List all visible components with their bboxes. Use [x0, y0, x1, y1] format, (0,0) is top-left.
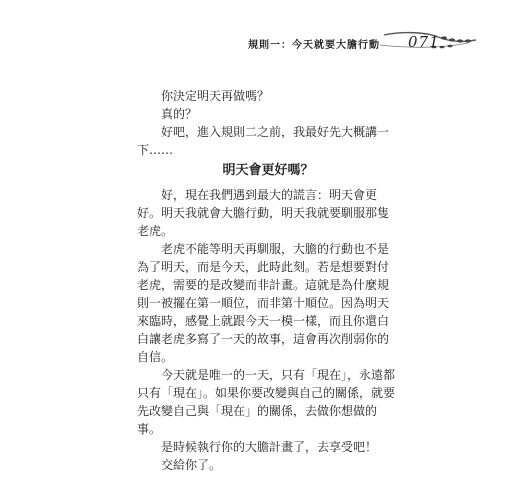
paragraph: 交給你了。 — [161, 458, 222, 472]
intro-block — [137, 87, 399, 159]
page-number: 071 — [408, 33, 440, 51]
intro-line: 好吧，進入規則二之前，我最好先大概講一下…… — [137, 125, 390, 157]
paragraph: 老虎不能等明天再馴服，大膽的行動也不是為了明天，而是今天，此時此刻。若是想要對付老虎，需要的是改變而非計畫。這就是為什麼規則一被擺在第一順位，而非第十順位。因為明天來臨時，感覺上就跟今天一模一樣，而且你還白白讓老虎多寫了一天的故事，這會再次削弱你的自信。 — [137, 242, 390, 364]
intro-line: 你決定明天再做嗎？ — [161, 89, 270, 103]
chapter-title: 規則一：今天就要大膽行動 — [248, 40, 380, 51]
paragraph: 今天就是唯一的一天，只有「現在」，永遠都只有「現在」。如果你要改變與自己的關係，就要先改變自己與「現在」的關係，去做你想做的事。 — [137, 368, 396, 436]
section-heading: 明天會更好嗎？ — [222, 163, 314, 178]
running-header — [248, 31, 478, 57]
section-body — [137, 186, 399, 474]
paragraph: 好，現在我們遇到最大的謊言：明天會更好。明天我就會大膽行動，明天我就要馴服那隻老虎。 — [137, 188, 390, 238]
paragraph: 是時候執行你的大膽計畫了，去享受吧！ — [161, 440, 378, 454]
intro-line: 真的？ — [161, 107, 198, 121]
